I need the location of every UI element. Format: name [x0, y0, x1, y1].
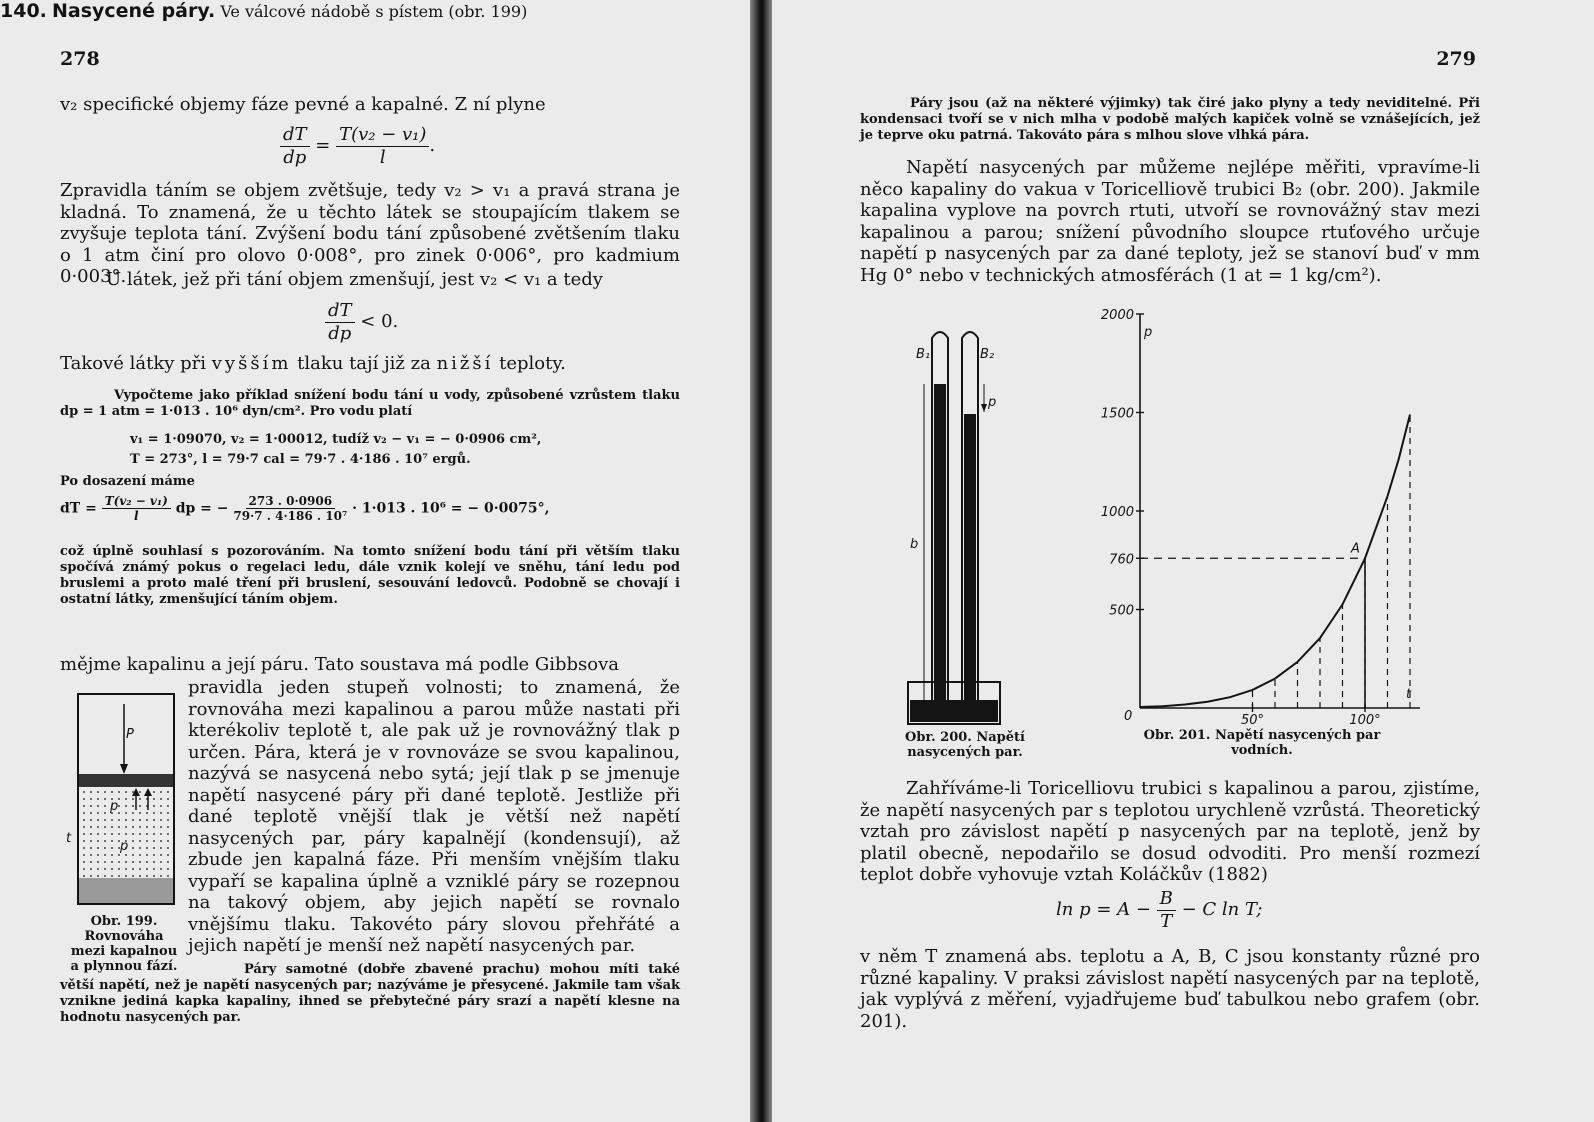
x-tick-label: 100°: [1349, 713, 1381, 728]
y-axis-label: p: [1144, 325, 1153, 340]
paragraph: Zahříváme-li Toricelliovu trubici s kapalinou a parou, zjistíme, že napětí nasycených par s teplotou urychleně vzrůstá. Theoretický vztah pro závislost napětí p nasycených par na teplotě, jenž by platil obecně, nepodařilo se dosud odvoditi. Pro menší rozmezí teplot dobře vyhovuje vztah Koláčkův (1882): [860, 778, 1480, 885]
label-p: p: [110, 799, 119, 814]
equation-clausius: $\frac{dT}{dp}$ = $\frac{\text{T(v₂ − v₁)}}{l}$ .: [280, 124, 435, 168]
equation-kolacek: ln p = A − $\frac{B}{T}$ − C ln T;: [1056, 888, 1263, 932]
book-gutter: [750, 0, 772, 1122]
page-number: 278: [60, 48, 100, 70]
paragraph: pravidla jeden stupeň volnosti; to znamená, že rovnováha mezi kapalinou a parou může nastati při kterékoliv teplotě t, ale pak už je rovnovážný tlak p určen. Pára, která je v rovnováze se svou kapalinou, nazývá se nasycená nebo sytá; její tlak p se jmenuje napětí nasycené páry při dané teplotě. Jestliže při dané teplotě vnější tlak je větší než napětí nasycených par, páry kapalnějí (kondensují), až zbude jen kapalná fáze. Při menším vnějším tlaku vypaří se kapalina úplně a vzniklé páry se rozepnou na takový objem, aby jejich napětí se rovnalo vnějšímu tlaku. Takovéto páry slovou přehřáté a jejich napětí je menší než napětí nasycených par.: [188, 677, 680, 956]
figure-199-caption: Obr. 199. Rovnováha mezi kapalnou a plynnou fází.: [70, 914, 178, 974]
small-equation: T = 273°, l = 79·7 cal = 79·7 . 4·186 . 10⁷ ergů.: [130, 452, 471, 467]
section-number: 140.: [0, 0, 47, 22]
label-B1: B₁: [916, 347, 931, 362]
y-tick-label: 1500: [1100, 406, 1134, 422]
y-tick-label: 1000: [1100, 505, 1134, 520]
label-p: p: [988, 395, 997, 410]
page-number: 279: [1436, 48, 1476, 70]
text-line: mějme kapalinu a její páru. Tato soustava má podle Gibbsova: [60, 654, 620, 675]
label-P: P: [126, 727, 134, 742]
vapor-pressure-curve: [1140, 415, 1410, 708]
small-equation: v₁ = 1·09070, v₂ = 1·00012, tudíž v₂ − v₁ = − 0·0906 cm²,: [130, 432, 542, 447]
paragraph: Zpravidla táním se objem zvětšuje, tedy v₂ > v₁ a pravá strana je kladná. To znamená, že u těchto látek se stoupajícím tlakem se zvyšuje teplota tání. Zvýšení bodu tání způsobené zvětšením tlaku o 1 atm činí pro olovo 0·008°, pro zinek 0·006°, pro kadmium 0·003°.: [60, 180, 680, 287]
paragraph: v něm T znamená abs. teplotu a A, B, C jsou konstanty různé pro různé kapaliny. V praksi závislost napětí nasycených par na teplotě, jak vyplývá z měření, vyjadřujeme buď tabulkou nebo grafem (obr. 201).: [860, 946, 1480, 1032]
figure-200-drawing: [890, 322, 1050, 732]
point-A-label: A: [1351, 541, 1360, 557]
paragraph: Takové látky při vyšším tlaku tají již za nižší teploty.: [60, 353, 566, 374]
figure-199-drawing: [68, 692, 180, 912]
label-p: p: [120, 839, 129, 854]
paragraph: U látek, jež při tání objem zmenšují, jest v₂ < v₁ a tedy: [106, 269, 603, 290]
small-paragraph: což úplně souhlasí s pozorováním. Na tomto snížení bodu tání při větším tlaku spočívá známý pokus o regelaci ledu, dále vznik kolejí ve sněhu, tání ledu pod bruslemi a proto malé tření při bruslení, sesouvání ledovců. Podobně se chovají i ostatní látky, zmenšující táním objem.: [60, 544, 680, 607]
equation-result: dT = $\frac{\text{T(v₂ − v₁)}}{l}$ dp = − $\frac{273 . 0\cdot 0906}{\text{79·7 . 4·186 . 10⁷}}$ · 1·013 . 10⁶ = − 0·0075°,: [60, 494, 550, 523]
small-paragraph: Vypočteme jako příklad snížení bodu tání u vody, způsobené vzrůstem tlaku dp = 1 atm = 1·013 . 10⁶ dyn/cm². Pro vodu platí: [60, 388, 680, 419]
chart-vapor-pressure: [1092, 300, 1432, 730]
label-b: b: [910, 537, 919, 552]
label-t: t: [66, 831, 72, 846]
y-tick-label: 760: [1109, 552, 1134, 568]
small-paragraph: Páry jsou (až na některé výjimky) tak čiré jako plyny a tedy neviditelné. Při kondensaci tvoří se v nich mlha v podobě malých kapiček volně se vznášejících, jež je teprve oku patrná. Takováto pára s mlhou slove vlhká pára.: [860, 96, 1480, 143]
figure-199: [68, 692, 180, 992]
y-tick-label: 2000: [1100, 308, 1134, 323]
right-page: [772, 0, 1594, 1122]
left-page: 278 v₂ specifické objemy fáze pevné a kapalné. Z ní plyne $\frac{dT}{dp}$ = $\frac{\text{T(v₂ − v₁)}}{l}$ . Zpravidla táním se objem zvětšuje, tedy v₂ > v₁ a pravá strana je kladná. To znamená, že u těchto látek se stoupajícím tlakem se zvyšuje teplota tání. Zvýšení bodu tání způsobené zvětšením tlaku o 1 atm činí pro olovo 0·008°, pro zinek 0·006°, pro kadmium 0·003°. U látek, jež při tání objem zmenšují, jest v₂ < v₁ a tedy $\frac{dT}{dp}$ < 0. Takové látky při vyšším tlaku tají již za nižší teploty. Vypočteme jako příklad snížení bodu tání u vody, způsobené vzrůstem tlaku dp = 1 atm = 1·013 . 10⁶ dyn/cm². Pro vodu platí v₁ = 1·09070, v₂ = 1·00012, tudíž v₂ − v₁ = − 0·0906 cm², T = 273°, l = 79·7 cal = 79·7 . 4·186 . 10⁷ ergů. Po dosazení máme dT = $\frac{\text{T(v₂ − v₁)}}{l}$ dp = − $\frac{273 . 0\cdot 0906}{\text{79·7 . 4·186 . 10⁷}}$ · 1·013 . 10⁶ = − 0·0075°, což úplně souhlasí s pozorováním. Na tomto snížení bodu tání při větším tlaku spočívá známý pokus o regelaci ledu, dále vznik kolejí ve sněhu, tání ledu pod bruslemi a proto malé tření při bruslení, sesouvání ledovců. Podobně se chovají i ostatní látky, zmenšující táním objem. 140. Nasycené páry. Ve válcové nádobě s pístem (obr. 199) mějme kapalinu a její páru. Tato soustava má podle Gibbsova pravidla jeden stupeň volnosti; to znamená, že rovnováha mezi kapalinou a parou může nastati při kterékoliv teplotě t, ale pak už je rovnovážný tlak p určen. Pára, která je v rovnováze se svou kapalinou, nazývá se nasycená nebo sytá; její tlak p se jmenuje napětí nasycené páry při dané teplotě. Jestliže při dané teplotě vnější tlak je větší než napětí nasycených par, páry kapalnějí (kondensují), až zbude jen kapalná fáze. Při menším vnějším tlaku vypaří se kapalina úplně a vzniklé páry se rozepnou na takový objem, aby jejich napětí se rovnalo vnějšímu tlaku. Takovéto páry slovou přehřáté a jejich napětí je menší než napětí nasycených par. P p p t Obr. 199. Rovnováha mezi kapalnou a plynnou fází. Páry samotné (dobře zbavené prachu) mohou míti také větší napětí, než je napětí nasycených par; nazýváme je přesycené. Jakmile tam však vznikne jediná kapka kapaliny, ihned se přebytečné páry srazí a napětí klesne na hodnotu nasycených par.: [0, 0, 750, 1122]
figure-201-caption: Obr. 201. Napětí nasycených par vodních.: [1143, 728, 1381, 758]
label-B2: B₂: [980, 347, 995, 362]
figure-200: [890, 322, 1050, 762]
paragraph: Napětí nasycených par můžeme nejlépe měřiti, vpravíme-li něco kapaliny do vakua v Toricelliově trubici B₂ (obr. 200). Jakmile kapalina vyplove na povrch rtuti, utvoří se rovnovážný stav mezi kapalinou a parou; snížení původního sloupce rtuťového určuje napětí p nasycených par za dané teploty, jež se stanoví buď v mm Hg 0° nebo v technických atmosférách (1 at = 1 kg/cm²).: [860, 157, 1480, 286]
figure-201: [1092, 300, 1432, 770]
text-line: v₂ specifické objemy fáze pevné a kapalné. Z ní plyne: [60, 94, 546, 115]
equation-negative: $\frac{dT}{dp}$ < 0.: [325, 300, 398, 344]
x-tick-label: 50°: [1240, 713, 1265, 728]
figure-200-caption: Obr. 200. Napětí nasycených par.: [905, 730, 1025, 760]
small-text: Po dosazení máme: [60, 474, 195, 489]
section-title: Nasycené páry.: [51, 0, 216, 22]
small-paragraph: Páry samotné (dobře zbavené prachu) mohou míti také větší napětí, než je napětí nasycených par; nazýváme je přesycené. Jakmile tam však vznikne jediná kapka kapaliny, ihned se přebytečné páry srazí a napětí klesne na hodnotu nasycených par.: [60, 962, 680, 1025]
origin-label: 0: [1124, 709, 1133, 724]
y-tick-label: 500: [1109, 603, 1134, 619]
x-axis-label: t: [1406, 687, 1412, 702]
